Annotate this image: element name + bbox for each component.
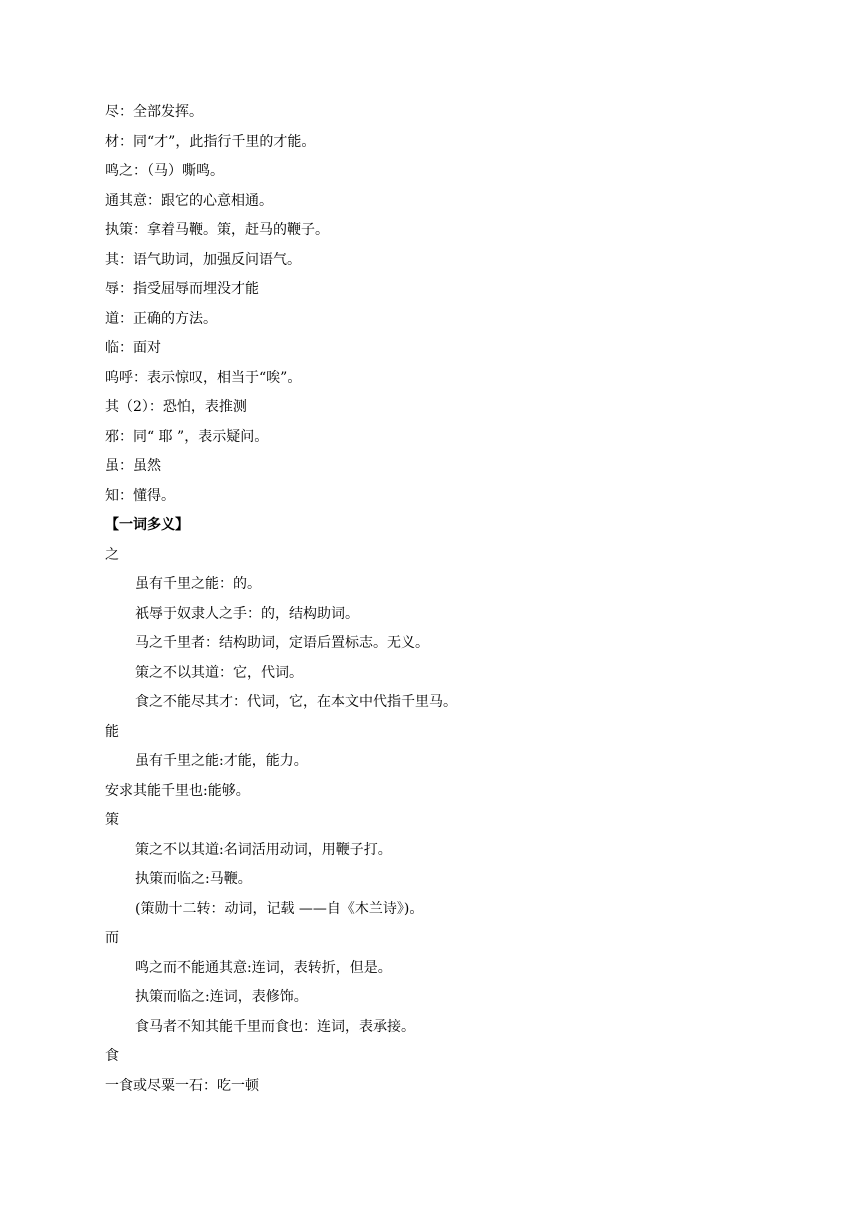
polysemy-example: 祇辱于奴隶人之手：的，结构助词。	[135, 605, 359, 622]
polysemy-example: 鸣之而不能通其意:连词，表转折，但是。	[135, 959, 392, 976]
definition-line: 材：同“才”，此指行千里的才能。	[105, 133, 316, 150]
definition-line: 其：语气助词，加强反问语气。	[105, 251, 301, 268]
polysemy-example: 一食或尽粟一石：吃一顿	[105, 1077, 259, 1094]
definition-line: 执策：拿着马鞭。策，赶马的鞭子。	[105, 222, 329, 238]
definition-line: 知：懂得。	[105, 487, 175, 504]
section-title: 【一词多义】	[105, 517, 189, 533]
polysemy-head-shi: 食	[105, 1048, 119, 1064]
definition-line: 通其意：跟它的心意相通。	[105, 192, 273, 209]
definition-line: 其（2）：恐怕，表推测	[105, 399, 247, 415]
polysemy-example: 食马者不知其能千里而食也：连词，表承接。	[135, 1018, 415, 1035]
definition-line: 呜呼：表示惊叹，相当于“唉”。	[105, 369, 302, 386]
polysemy-example: (策勋十二转：动词，记载 ——自《木兰诗》)。	[135, 900, 424, 917]
definition-line: 鸣之：（马）嘶鸣。	[105, 163, 224, 179]
polysemy-example: 策之不以其道：它，代词。	[135, 664, 303, 681]
polysemy-example: 安求其能千里也:能够。	[105, 782, 250, 799]
polysemy-example: 执策而临之:马鞭。	[135, 871, 252, 887]
polysemy-example: 策之不以其道:名词活用动词，用鞭子打。	[135, 841, 392, 858]
polysemy-example: 食之不能尽其才：代词，它，在本文中代指千里马。	[135, 694, 457, 710]
definition-line: 虽：虽然	[105, 458, 161, 474]
polysemy-example: 马之千里者：结构助词，定语后置标志。无义。	[135, 635, 429, 651]
polysemy-example: 虽有千里之能：的。	[135, 576, 261, 592]
definition-line: 辱：指受屈辱而埋没才能	[105, 281, 259, 297]
polysemy-example: 虽有千里之能:才能，能力。	[135, 753, 308, 769]
definition-line: 道：正确的方法。	[105, 310, 217, 327]
polysemy-head-zhi: 之	[105, 546, 119, 563]
polysemy-example: 执策而临之:连词，表修饰。	[135, 989, 308, 1005]
polysemy-head-neng: 能	[105, 723, 119, 740]
definition-line: 邪：同“ 耶 ”，表示疑问。	[105, 428, 269, 445]
polysemy-head-er: 而	[105, 930, 119, 946]
definition-line: 尽：全部发挥。	[105, 104, 203, 120]
definition-line: 临：面对	[105, 340, 161, 356]
document-body	[105, 98, 805, 1101]
polysemy-head-ce: 策	[105, 812, 119, 828]
